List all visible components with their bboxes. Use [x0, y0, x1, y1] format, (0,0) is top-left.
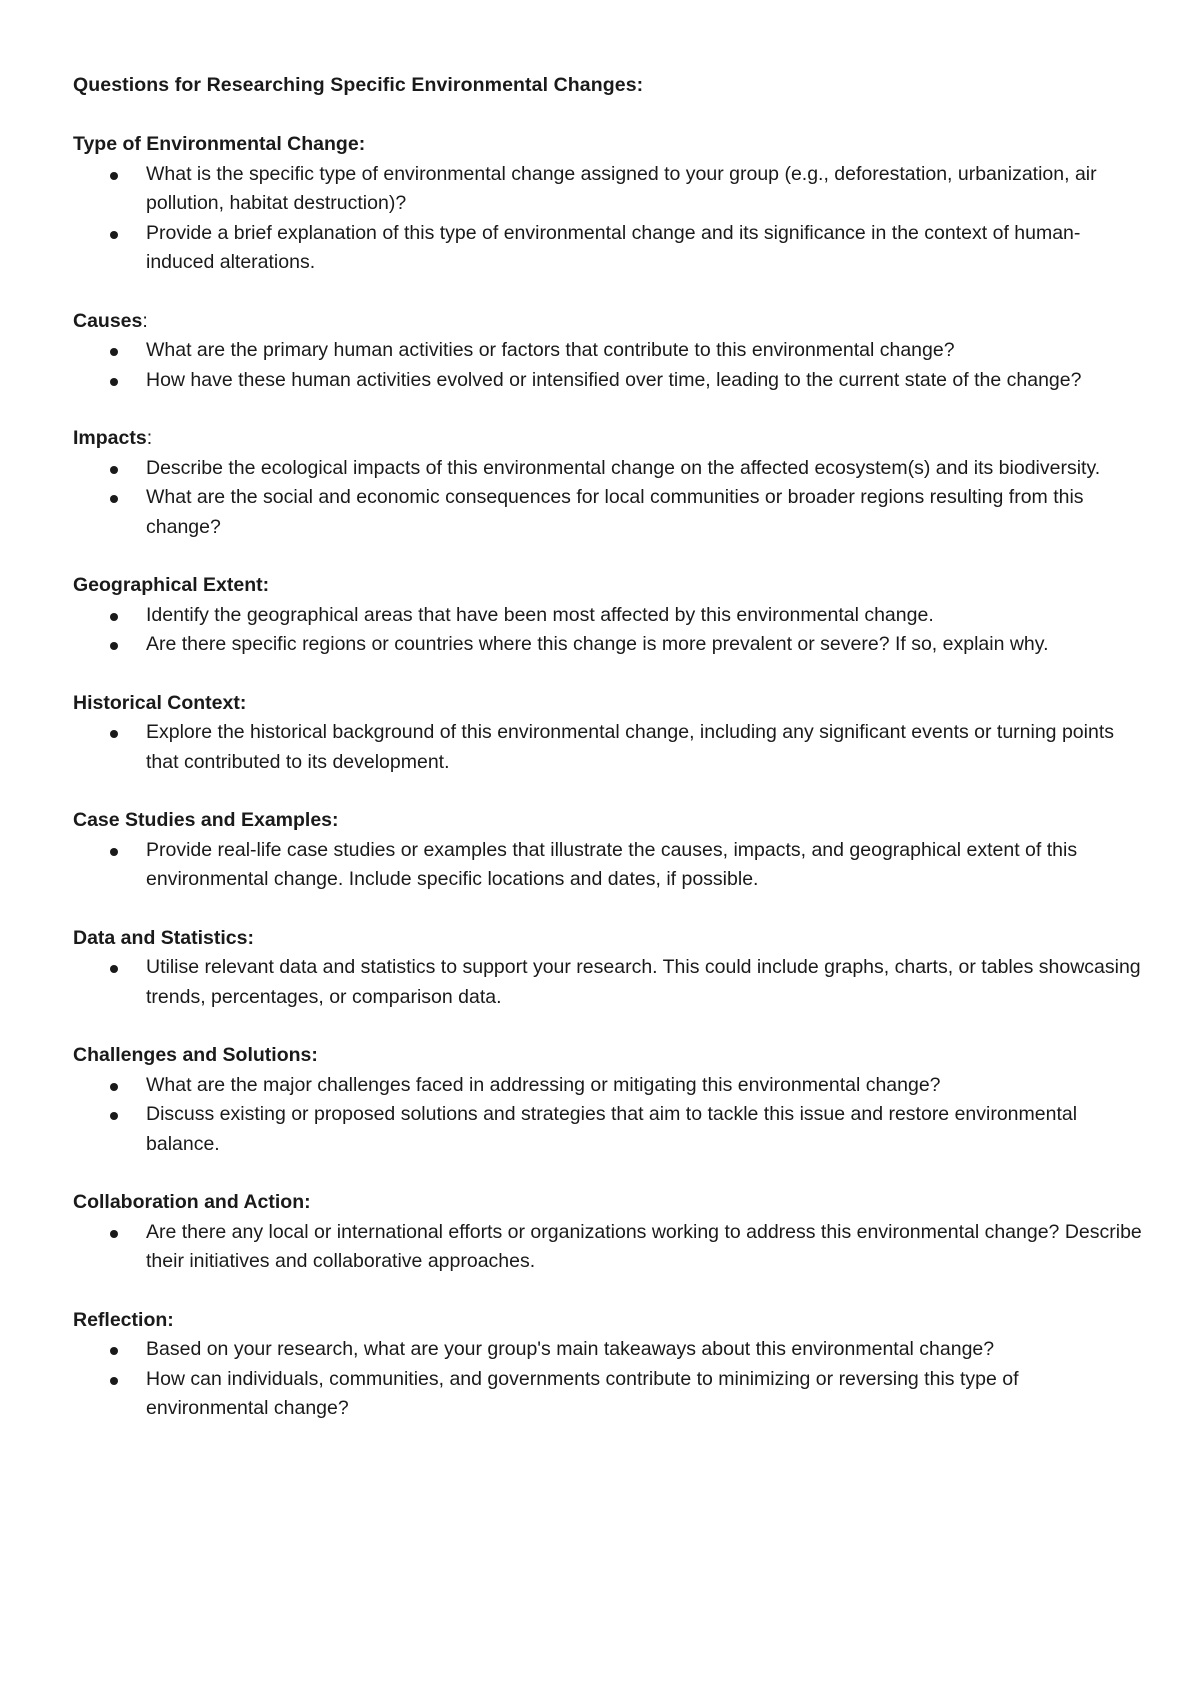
bullet-list	[73, 1335, 1143, 1424]
section-heading	[73, 924, 1143, 954]
list-item	[73, 219, 1143, 278]
section-heading-colon: :	[262, 574, 270, 596]
list-item-text: What are the major challenges faced in addressing or mitigating this environmental change?	[146, 1073, 941, 1096]
bullet-dot-icon	[110, 642, 118, 650]
section-heading-text: Geographical Extent	[73, 574, 263, 596]
section-heading-text: Data and Statistics	[73, 926, 248, 949]
list-item	[73, 336, 1143, 366]
list-item-text: What is the specific type of environmental change assigned to your group (e.g., deforestation, urbanization, air pollution, habitat destruction)?	[146, 162, 1097, 214]
section-heading-colon: :	[304, 1191, 311, 1213]
section-heading-colon: :	[358, 133, 366, 155]
list-item	[73, 483, 1143, 542]
document-page	[73, 70, 1143, 1453]
bullet-list	[73, 601, 1143, 660]
list-item-text: Explore the historical background of this environmental change, including any significant events or turning points that contributed to its development.	[146, 721, 1114, 773]
bullet-list	[73, 336, 1143, 395]
bullet-dot-icon	[110, 613, 118, 621]
section-heading-text: Causes	[73, 309, 143, 332]
document-title: Questions for Researching Specific Environmental Changes:	[73, 74, 644, 96]
bullet-dot-icon	[110, 1377, 118, 1385]
list-item-text: Based on your research, what are your group's main takeaways about this environmental change?	[146, 1338, 995, 1360]
list-item-text: Utilise relevant data and statistics to support your research. This could include graphs, charts, or tables showcasing trends, percentages, or comparison data.	[146, 956, 1141, 1008]
list-item-text: Describe the ecological impacts of this environmental change on the affected ecosystem(s) and its biodiversity.	[146, 456, 1101, 479]
bullet-list	[73, 454, 1143, 543]
list-item	[73, 1100, 1143, 1159]
section	[73, 571, 1143, 660]
section-heading-text: Impacts	[73, 427, 147, 449]
bullet-dot-icon	[110, 1347, 118, 1355]
list-item	[73, 454, 1143, 484]
list-item-text: What are the primary human activities or factors that contribute to this environmental change?	[146, 339, 955, 361]
section	[73, 424, 1143, 542]
bullet-dot-icon	[110, 965, 118, 973]
list-item-text: Provide real-life case studies or examples that illustrate the causes, impacts, and geographical extent of this environmental change. Include specific locations and dates, if possible.	[146, 838, 1078, 890]
bullet-dot-icon	[110, 730, 118, 738]
list-item	[73, 1218, 1143, 1277]
section-heading	[73, 571, 1143, 601]
bullet-dot-icon	[110, 231, 118, 239]
list-item	[73, 160, 1143, 219]
section-heading-colon: :	[247, 926, 254, 949]
sections-container	[73, 130, 1143, 1424]
bullet-list	[73, 718, 1143, 777]
list-item	[73, 953, 1143, 1012]
list-item-text: Are there specific regions or countries where this change is more prevalent or severe? If so, explain why.	[146, 633, 1049, 655]
section	[73, 806, 1143, 895]
section-heading-colon: :	[167, 1308, 174, 1331]
list-item	[73, 1071, 1143, 1101]
section-heading-text: Collaboration and Action	[73, 1191, 305, 1213]
list-item-text: How can individuals, communities, and governments contribute to minimizing or reversing this type of environmental change?	[146, 1367, 1019, 1419]
section-heading	[73, 424, 1143, 454]
section-heading	[73, 307, 1143, 337]
bullet-dot-icon	[110, 848, 118, 856]
bullet-list	[73, 836, 1143, 895]
list-item-text: Provide a brief explanation of this type of environmental change and its significance in the context of human-induced alterations.	[146, 221, 1081, 273]
section	[73, 689, 1143, 778]
bullet-list	[73, 1218, 1143, 1277]
section-heading-colon: :	[239, 691, 247, 714]
section-heading-colon: :	[311, 1044, 318, 1066]
list-item	[73, 1365, 1143, 1424]
bullet-dot-icon	[110, 1083, 118, 1091]
bullet-list	[73, 1071, 1143, 1160]
section	[73, 1041, 1143, 1159]
section-heading-text: Challenges and Solutions	[73, 1044, 312, 1066]
section-heading-text: Historical Context	[73, 691, 240, 714]
section	[73, 307, 1143, 396]
section-heading-colon: :	[332, 809, 339, 831]
bullet-dot-icon	[110, 466, 118, 474]
section-heading-colon: :	[142, 309, 148, 332]
bullet-list	[73, 953, 1143, 1012]
list-item	[73, 601, 1143, 631]
bullet-dot-icon	[110, 495, 118, 503]
list-item	[73, 718, 1143, 777]
list-item	[73, 366, 1143, 396]
section	[73, 130, 1143, 278]
section-heading-text: Reflection	[73, 1308, 168, 1331]
section	[73, 1188, 1143, 1277]
section-heading-text: Case Studies and Examples	[73, 809, 333, 831]
section-heading	[73, 130, 1143, 160]
bullet-dot-icon	[110, 172, 118, 180]
list-item-text: Identify the geographical areas that have been most affected by this environmental change.	[146, 603, 934, 626]
section-heading-colon: :	[146, 427, 153, 449]
bullet-dot-icon	[110, 348, 118, 356]
bullet-dot-icon	[110, 1112, 118, 1120]
bullet-dot-icon	[110, 378, 118, 386]
section	[73, 1306, 1143, 1424]
list-item-text: What are the social and economic consequences for local communities or broader regions resulting from this change?	[146, 486, 1084, 538]
list-item	[73, 836, 1143, 895]
section-heading	[73, 806, 1143, 836]
bullet-dot-icon	[110, 1230, 118, 1238]
list-item-text: Discuss existing or proposed solutions and strategies that aim to tackle this issue and restore environmental balance.	[146, 1103, 1078, 1155]
list-item-text: How have these human activities evolved or intensified over time, leading to the current state of the change?	[146, 368, 1082, 391]
list-item	[73, 1335, 1143, 1365]
list-item-text: Are there any local or international efforts or organizations working to address this environmental change? Describe their initiatives and collaborative approaches.	[146, 1220, 1142, 1272]
section	[73, 924, 1143, 1013]
section-heading	[73, 1041, 1143, 1071]
section-heading	[73, 689, 1143, 719]
section-heading-text: Type of Environmental Change	[73, 133, 359, 155]
list-item	[73, 630, 1143, 660]
section-heading	[73, 1306, 1143, 1336]
bullet-list	[73, 160, 1143, 278]
section-heading	[73, 1188, 1143, 1218]
